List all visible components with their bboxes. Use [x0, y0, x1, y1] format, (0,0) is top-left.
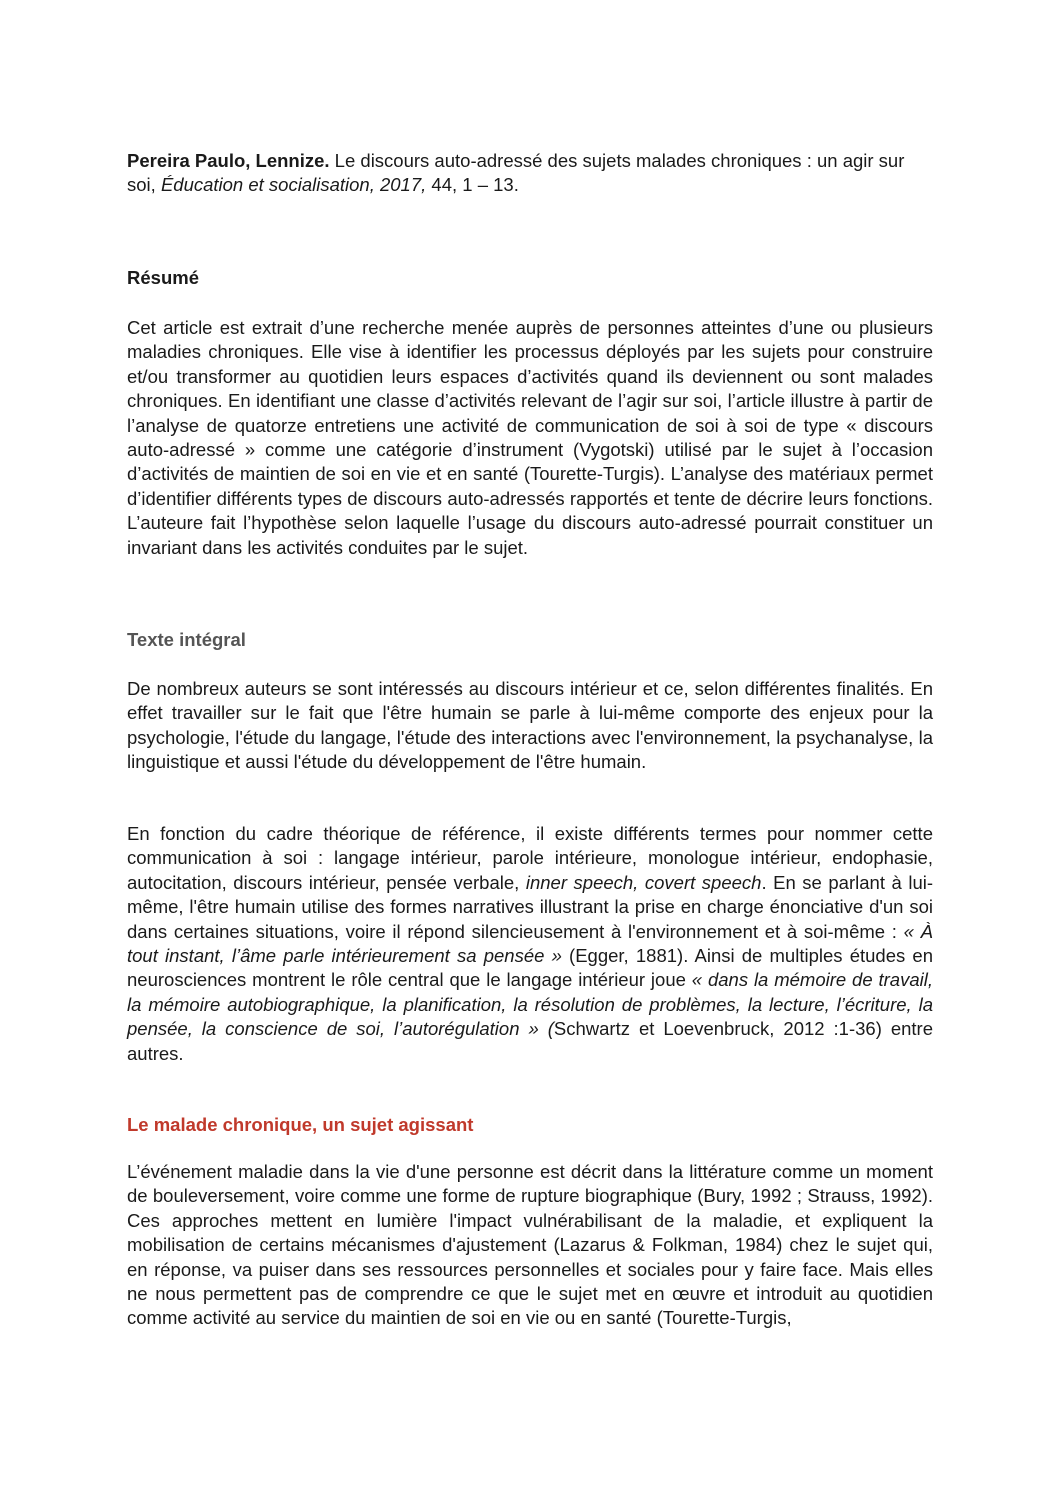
paragraph-1: De nombreux auteurs se sont intéressés au discours intérieur et ce, selon différentes finalités. En effet travailler sur le fait que l'être humain se parle à lui-même comporte des enjeux pour la psychologie, l'étude du langage, l'étude des interactions avec l'environnement, la psychanalyse, la linguistique et aussi l'étude du développement de l'être humain.: [127, 678, 933, 773]
paragraph-3: L’événement maladie dans la vie d'une personne est décrit dans la littérature comme un moment de bouleversement, voire comme une forme de rupture biographique (Bury, 1992 ; Strauss, 1992). Ces approches mettent en lumière l'impact vulnérabilisant de la maladie, et expliquent la mobilisation de certains mécanismes d'ajustement (Lazarus & Folkman, 1984) chez le sujet qui, en réponse, va puiser dans ses ressources personnelles et sociales pour y faire face. Mais elles ne nous permettent pas de comprendre ce que le sujet met en œuvre et introduit au quotidien comme activité au service du maintien de soi en vie ou en santé (Tourette-Turgis,: [127, 1161, 933, 1329]
egger-quote: « À tout instant, l’âme parle intérieurement sa pensée »: [127, 920, 933, 967]
citation-journal: Éducation et socialisation, 2017,: [160, 174, 427, 196]
citation: [127, 149, 933, 198]
resume-heading: Résumé: [127, 267, 199, 288]
paragraph-2-terms: inner speech, covert speech: [525, 871, 762, 893]
citation-volume: 44, 1 – 13.: [426, 174, 519, 196]
paragraph-2-part-a: En fonction du cadre théorique de référence, il existe différents termes pour nommer cette communication à soi : langage intérieur, parole intérieure, monologue intérieur, endophasie, autocitation, discours intérieur, pensée verbale,: [127, 823, 933, 893]
section-heading-chronic: Le malade chronique, un sujet agissant: [127, 1114, 474, 1135]
paragraph-2-part-e: (Egger, 1881). Ainsi de multiples études en neurosciences montrent le rôle central que le langage intérieur joue: [127, 945, 933, 991]
resume-body: Cet article est extrait d’une recherche menée auprès de personnes atteintes d’une ou plusieurs maladies chroniques. Elle vise à identifier les processus déployés par les sujets pour construire et/ou transformer au quotidien leurs espaces d’activités quand ils deviennent ou sont malades chroniques. En identifiant une classe d’activités relevant de l’agir sur soi, l’article illustre à partir de l’analyse de quatorze entretiens une activité de communication de soi à soi de type « discours auto-adressé » comme une catégorie d’instrument (Vygotski) utilisé par le sujet à l’occasion d’activités de maintien de soi en vie et en santé (Tourette-Turgis). L’analyse des matériaux permet d’identifier différents types de discours auto-adressés rapportés et tente de décrire leurs fonctions. L’auteure fait l’hypothèse selon laquelle l’usage du discours auto-adressé pourrait constituer un invariant dans les activités conduites par le sujet.: [127, 317, 933, 558]
neuroscience-quote: « dans la mémoire de travail, la mémoire autobiographique, la planification, la résolution de problèmes, la lecture, l’écriture, la pensée, la conscience de soi, l’autorégulation » (: [127, 969, 933, 1040]
citation-title: Le discours auto-adressé des sujets malades chroniques : un agir sur soi,: [127, 150, 905, 196]
citation-authors: Pereira Paulo, Lennize.: [127, 150, 330, 171]
paragraph-2: [127, 822, 933, 1066]
paragraph-2-part-g: Schwartz et Loevenbruck, 2012 :1-36) entre autres.: [127, 1018, 934, 1064]
full-text-heading: Texte intégral: [127, 629, 246, 650]
paragraph-2-part-c: . En se parlant à lui-même, l'être humain utilise des formes narratives illustrant la prise en charge énonciative d'un soi dans certaines situations, voire il répond silencieusement à l'environnement et à soi-même :: [127, 871, 934, 942]
